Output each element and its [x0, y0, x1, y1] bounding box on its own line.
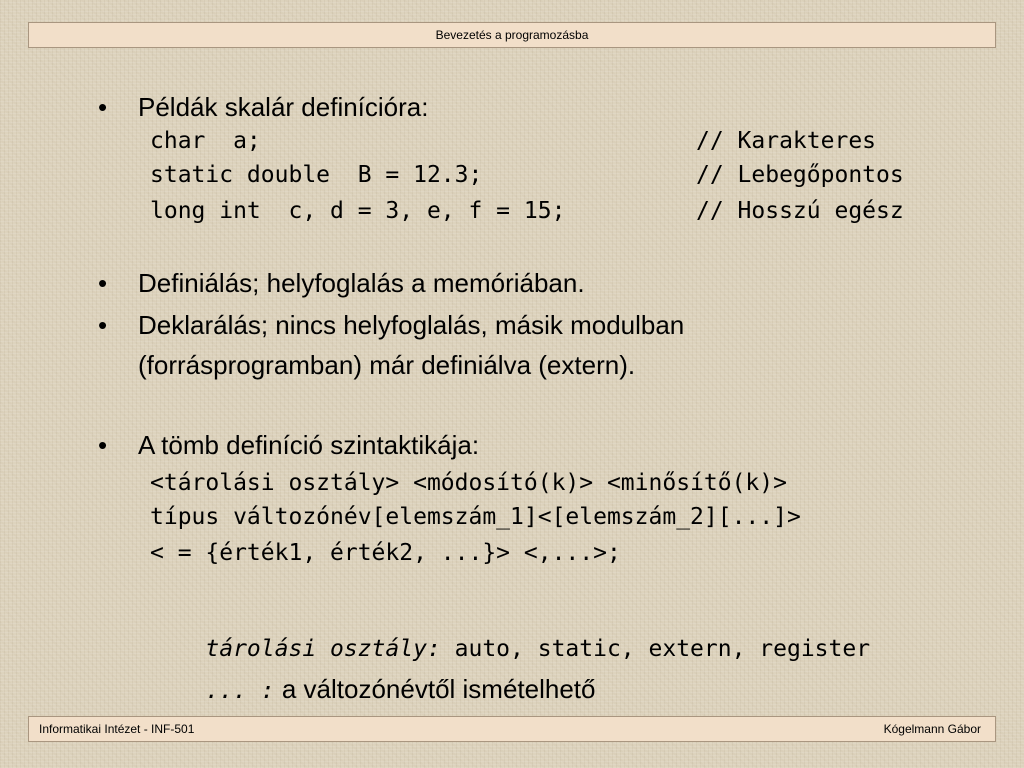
ellipsis-label: ... :: [205, 678, 275, 704]
syntax-line-3: < = {érték1, érték2, ...}> <,...>;: [150, 540, 621, 566]
bullet-definition: Definiálás; helyfoglalás a memóriában.: [138, 268, 585, 298]
code-comment-char: // Karakteres: [696, 128, 877, 154]
code-comment-double: // Lebegőpontos: [696, 162, 904, 188]
bullet-marker: •: [98, 92, 108, 122]
code-line-double: static double B = 12.3;: [150, 162, 483, 188]
bullet-marker: •: [98, 310, 108, 340]
bullet-marker: •: [98, 268, 108, 298]
code-comment-long: // Hosszú egész: [696, 198, 904, 224]
storage-class-values: auto, static, extern, register: [440, 636, 871, 662]
header-title: Bevezetés a programozásba: [435, 28, 589, 42]
bullet-declaration-line2: (forrásprogramban) már definiálva (extern).: [138, 350, 636, 380]
bullet-marker: •: [98, 430, 108, 460]
footer-bar: [28, 716, 996, 742]
ellipsis-text: a változónévtől ismételhető: [274, 674, 596, 704]
bullet-declaration-line1: Deklarálás; nincs helyfoglalás, másik modulban: [138, 310, 685, 340]
footer-institute: Informatikai Intézet - INF-501: [39, 722, 195, 736]
footer-author: Kógelmann Gábor: [883, 722, 981, 736]
code-line-char: char a;: [150, 128, 261, 154]
syntax-line-1: <tárolási osztály> <módosító(k)> <minősítő(k)>: [150, 470, 787, 496]
bullet-scalar-examples: Példák skalár definícióra:: [138, 92, 429, 122]
storage-class-label: tárolási osztály:: [205, 636, 441, 662]
code-line-long: long int c, d = 3, e, f = 15;: [150, 198, 566, 224]
syntax-line-2: típus változónév[elemszám_1]<[elemszám_2][...]>: [150, 504, 801, 530]
bullet-array-syntax: A tömb definíció szintaktikája:: [138, 430, 480, 460]
